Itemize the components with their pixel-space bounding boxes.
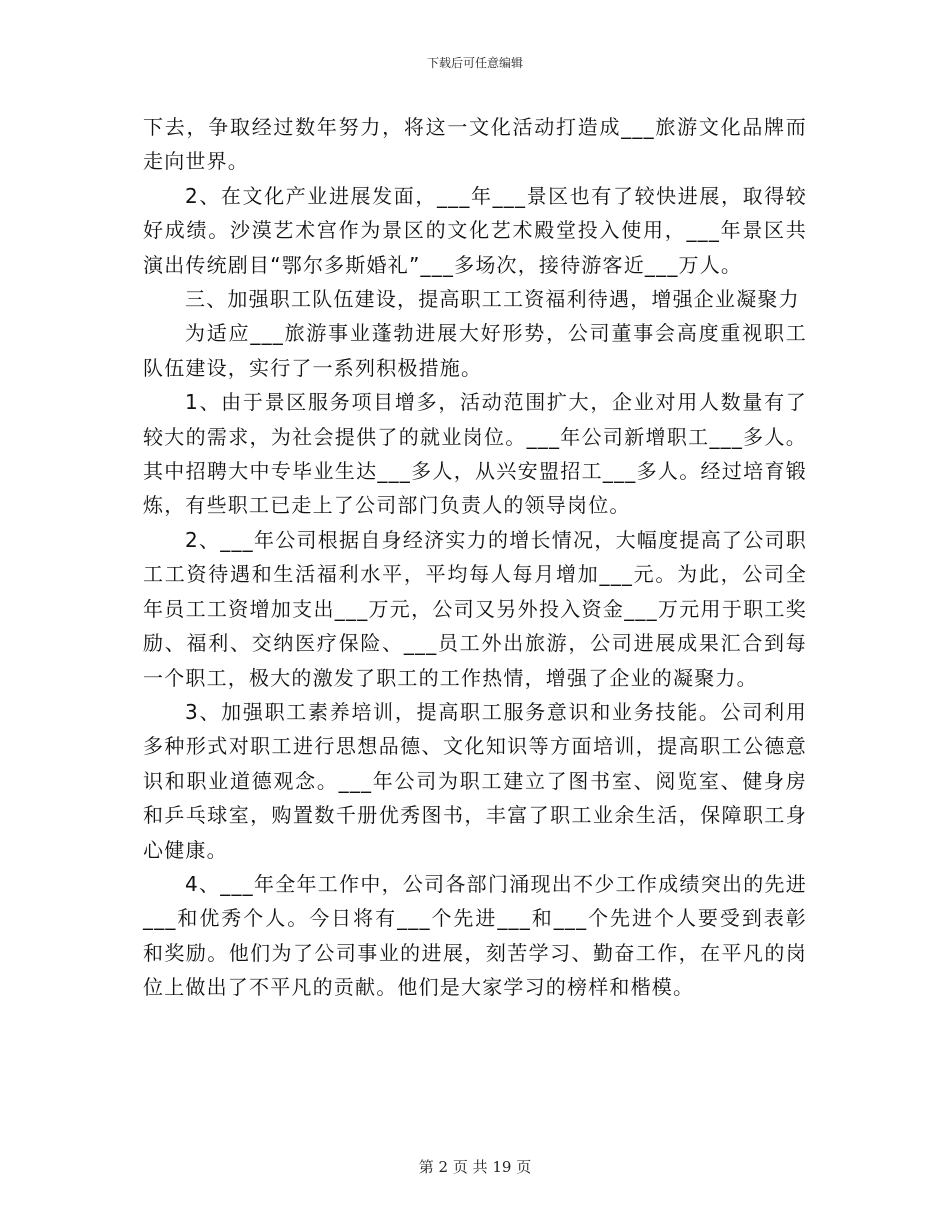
paragraph-staff-intro: 为适应___旅游事业蓬勃进展大好形势，公司董事会高度重视职工队伍建设，实行了一系列积极措施。 bbox=[143, 321, 807, 380]
page-number-indicator: 第 2 页 共 19 页 bbox=[418, 1158, 532, 1176]
document-body bbox=[143, 110, 807, 1005]
paragraph-item-3: 3、加强职工素养培训，提高职工服务意识和业务技能。公司利用多种形式对职工进行思想品德、文化知识等方面培训，提高职工公德意识和职业道德观念。___年公司为职工建立了图书室、阅览室、健身房和乒乓球室，购置数千册优秀图书，丰富了职工业余生活，保障职工身心健康。 bbox=[143, 699, 807, 862]
page-header-note: 下载后可任意编辑 bbox=[426, 56, 523, 70]
paragraph-item-1: 1、由于景区服务项目增多，活动范围扩大，企业对用人数量有了较大的需求，为社会提供了的就业岗位。___年公司新增职工___多人。其中招聘大中专毕业生达___多人，从兴安盟招工___多人。经过培育锻炼，有些职工已走上了公司部门负责人的领导岗位。 bbox=[143, 390, 807, 518]
section-heading-staff: 三、加强职工队伍建设，提高职工工资福利待遇，增强企业凝聚力 bbox=[185, 287, 800, 312]
paragraph-item-2: 2、___年公司根据自身经济实力的增长情况，大幅度提高了公司职工工资待遇和生活福利水平，平均每人每月增加___元。为此，公司全年员工工资增加支出___万元，公司又另外投入资金___万元用于职工奖励、福利、交纳医疗保险、___员工外出旅游，公司进展成果汇合到每一个职工，极大的激发了职工的工作热情，增强了企业的凝聚力。 bbox=[143, 527, 807, 690]
paragraph-culture-industry: 2、在文化产业进展发面，___年___景区也有了较快进展，取得较好成绩。沙漠艺术宫作为景区的文化艺术殿堂投入使用，___年景区共演出传统剧目“鄂尔多斯婚礼”___多场次，接待游客近___万人。 bbox=[143, 183, 807, 277]
paragraph-continuation: 下去，争取经过数年努力，将这一文化活动打造成___旅游文化品牌而走向世界。 bbox=[143, 115, 807, 174]
paragraph-item-4: 4、___年全年工作中，公司各部门涌现出不少工作成绩突出的先进___和优秀个人。今日将有___个先进___和___个先进个人要受到表彰和奖励。他们为了公司事业的进展，刻苦学习、勤奋工作，在平凡的岗位上做出了不平凡的贡献。他们是大家学习的榜样和楷模。 bbox=[143, 871, 807, 1000]
